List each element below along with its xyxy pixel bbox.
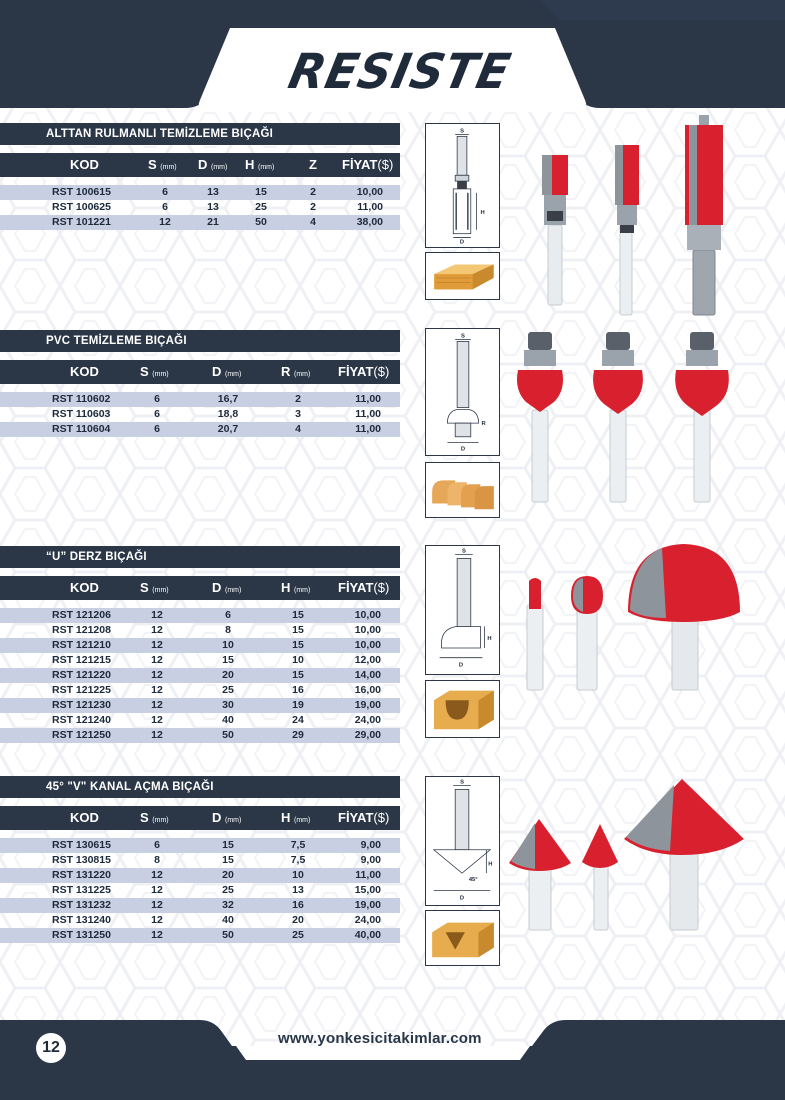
table-row: RST 121215 12 15 10 12,00 bbox=[52, 654, 381, 666]
svg-text:H: H bbox=[487, 636, 492, 643]
table-row: RST 110603 6 18,8 3 11,00 bbox=[52, 408, 381, 420]
table-body bbox=[0, 838, 400, 943]
bit-photo-130615 bbox=[505, 815, 575, 935]
brand-logo bbox=[270, 40, 530, 110]
bit-photo-101221 bbox=[675, 115, 735, 320]
bit-photo-130815 bbox=[578, 820, 623, 935]
table-row: RST 131250 12 50 25 40,00 bbox=[0, 928, 400, 943]
col-s: S (mm) bbox=[140, 364, 169, 379]
table-row: RST 110604 6 20,7 4 11,00 bbox=[0, 422, 400, 437]
svg-text:S: S bbox=[460, 128, 464, 135]
col-fiyat: FİYAT($) bbox=[338, 580, 390, 595]
col-fiyat: FİYAT($) bbox=[342, 157, 394, 172]
col-d: D (mm) bbox=[212, 364, 242, 379]
section-title: PVC TEMİZLEME BIÇAĞI bbox=[0, 330, 400, 352]
table-body bbox=[0, 185, 400, 230]
svg-text:H: H bbox=[488, 861, 493, 868]
bit-photo-100615 bbox=[530, 135, 580, 315]
table-row: RST 130615 6 15 7,5 9,00 bbox=[0, 838, 400, 853]
svg-text:D: D bbox=[458, 662, 464, 669]
svg-text:D: D bbox=[459, 239, 465, 246]
col-kod: KOD bbox=[70, 157, 99, 172]
table-row: RST 131225 12 25 13 15,00 bbox=[52, 884, 381, 896]
svg-text:D: D bbox=[460, 446, 466, 453]
bit-photo-110603 bbox=[588, 330, 648, 510]
pvc-bit-diagram bbox=[425, 328, 500, 456]
table-row: RST 100625 6 13 25 2 11,00 bbox=[52, 201, 383, 213]
bit-photo-121250 bbox=[622, 540, 747, 695]
table-header bbox=[0, 806, 400, 830]
bearing-bit-diagram bbox=[425, 123, 500, 248]
website-link[interactable]: www.yonkesicitakimlar.com bbox=[278, 1030, 482, 1047]
table-row: RST 121230 12 30 19 19,00 bbox=[0, 698, 400, 713]
col-s: S (mm) bbox=[148, 157, 177, 172]
bit-photo-110602 bbox=[510, 330, 570, 510]
table-header bbox=[0, 576, 400, 600]
table-header bbox=[0, 153, 400, 177]
col-d: D (mm) bbox=[212, 810, 242, 825]
table-row: RST 130815 8 15 7,5 9,00 bbox=[52, 854, 381, 866]
col-s: S (mm) bbox=[140, 810, 169, 825]
table-row: RST 121240 12 40 24 24,00 bbox=[52, 714, 381, 726]
section-title: “U” DERZ BIÇAĞI bbox=[0, 546, 400, 568]
table-row: RST 121220 12 20 15 14,00 bbox=[0, 668, 400, 683]
table-body bbox=[0, 608, 400, 743]
table-row: RST 131232 12 32 16 19,00 bbox=[0, 898, 400, 913]
col-d: D (mm) bbox=[212, 580, 242, 595]
col-kod: KOD bbox=[70, 810, 99, 825]
svg-text:S: S bbox=[462, 548, 466, 555]
bit-photo-110604 bbox=[672, 330, 732, 510]
wood-profile-thumb bbox=[425, 462, 500, 518]
footer-band bbox=[0, 1010, 785, 1100]
bit-photo-131250 bbox=[620, 775, 750, 935]
table-row: RST 121208 12 8 15 10,00 bbox=[52, 624, 381, 636]
col-r: R (mm) bbox=[281, 364, 311, 379]
table-row: RST 100615 6 13 15 2 10,00 bbox=[0, 185, 400, 200]
table-row: RST 110602 6 16,7 2 11,00 bbox=[0, 392, 400, 407]
table-row: RST 101221 12 21 50 4 38,00 bbox=[0, 215, 400, 230]
table-body bbox=[0, 392, 400, 437]
bit-photo-121206 bbox=[515, 575, 555, 695]
svg-text:45°: 45° bbox=[468, 876, 478, 883]
table-row: RST 131220 12 20 10 11,00 bbox=[0, 868, 400, 883]
col-kod: KOD bbox=[70, 580, 99, 595]
svg-text:H: H bbox=[480, 210, 485, 217]
table-row: RST 121250 12 50 29 29,00 bbox=[0, 728, 400, 743]
col-fiyat: FİYAT($) bbox=[338, 810, 390, 825]
col-kod: KOD bbox=[70, 364, 99, 379]
table-header bbox=[0, 360, 400, 384]
col-fiyat: FİYAT($) bbox=[338, 364, 390, 379]
logo-text: RESISTE bbox=[283, 42, 517, 100]
col-s: S (mm) bbox=[140, 580, 169, 595]
col-h: H (mm) bbox=[245, 157, 275, 172]
table-row: RST 121210 12 10 15 10,00 bbox=[0, 638, 400, 653]
bit-photo-121215 bbox=[565, 570, 610, 695]
section-bearing-trim-bit bbox=[0, 123, 785, 313]
wood-profile-thumb bbox=[425, 680, 500, 738]
table-row: RST 121225 12 25 16 16,00 bbox=[52, 684, 381, 696]
section-pvc-trim-bit bbox=[0, 330, 785, 453]
wood-profile-thumb bbox=[425, 910, 500, 966]
section-title: 45° "V" KANAL AÇMA BIÇAĞI bbox=[0, 776, 400, 798]
table-row: RST 131240 12 40 20 24,00 bbox=[52, 914, 381, 926]
bit-photo-100625 bbox=[605, 140, 650, 325]
table-row: RST 121206 12 6 15 10,00 bbox=[0, 608, 400, 623]
svg-text:R: R bbox=[481, 421, 486, 428]
svg-text:S: S bbox=[460, 779, 464, 786]
col-h: H (mm) bbox=[281, 810, 311, 825]
wood-profile-thumb bbox=[425, 252, 500, 300]
svg-text:D: D bbox=[459, 895, 465, 902]
section-title: ALTTAN RULMANLI TEMİZLEME BIÇAĞI bbox=[0, 123, 400, 145]
page-number: 12 bbox=[36, 1033, 66, 1063]
col-z: Z bbox=[309, 157, 317, 172]
svg-text:S: S bbox=[461, 333, 465, 340]
u-groove-bit-diagram bbox=[425, 545, 500, 675]
v-groove-bit-diagram bbox=[425, 776, 500, 906]
col-h: H (mm) bbox=[281, 580, 311, 595]
col-d: D (mm) bbox=[198, 157, 228, 172]
